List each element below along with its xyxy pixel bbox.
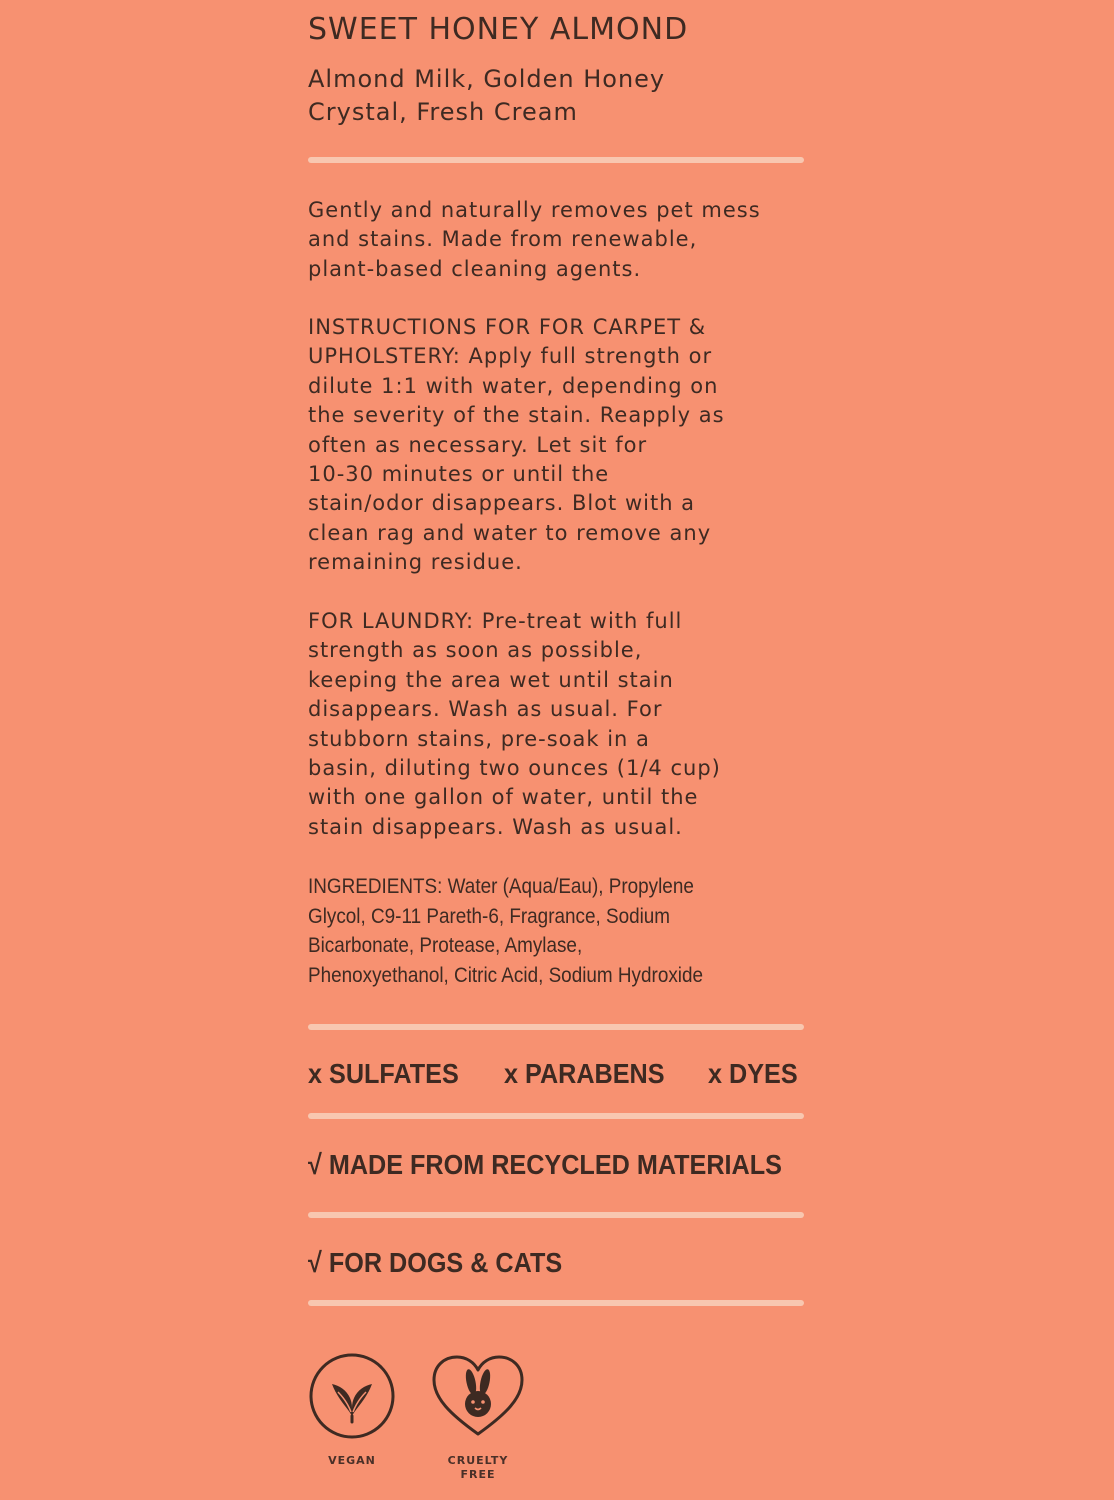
laundry-line: disappears. Wash as usual. For: [308, 697, 663, 722]
laundry-line: stubborn stains, pre-soak in a: [308, 726, 650, 751]
laundry-line: basin, diluting two ounces (1/4 cup): [308, 756, 721, 781]
laundry-line: keeping the area wet until stain: [308, 667, 674, 692]
scent-notes-line: Crystal, Fresh Cream: [308, 98, 578, 126]
recycled-claim-row: [308, 1147, 804, 1183]
laundry-heading: FOR LAUNDRY:: [308, 609, 475, 633]
free-from-sulfates: x SULFATES: [308, 1058, 459, 1089]
product-title: SWEET HONEY ALMOND: [308, 12, 689, 47]
divider: [308, 1300, 804, 1306]
description-line: and stains. Made from renewable,: [308, 227, 698, 252]
divider: [308, 1113, 804, 1119]
ingredients-text: Water (Aqua/Eau), Propylene: [442, 875, 694, 898]
laundry-instructions: [308, 607, 721, 842]
cruelty-free-label-line: CRUELTY: [447, 1454, 509, 1467]
ingredients-heading: INGREDIENTS:: [308, 875, 443, 898]
product-label: [308, 0, 808, 1500]
dogs-cats-claim: √ FOR DOGS & CATS: [308, 1247, 563, 1278]
divider: [308, 1212, 804, 1218]
leaf-icon: [308, 1352, 396, 1440]
laundry-text: Pre-treat with full: [474, 609, 683, 633]
carpet-heading-end: UPHOLSTERY:: [308, 344, 461, 369]
carpet-line: often as necessary. Let sit for: [308, 432, 648, 457]
ingredients-line: [308, 872, 703, 902]
carpet-text: Apply full strength or: [460, 344, 713, 369]
recycled-materials-claim: √ MADE FROM RECYCLED MATERIALS: [308, 1149, 782, 1180]
pets-claim-row: [308, 1245, 804, 1281]
description-line: plant-based cleaning agents.: [308, 256, 642, 281]
ingredients-line: Phenoxyethanol, Citric Acid, Sodium Hydroxide: [308, 963, 704, 987]
ingredients: [308, 872, 703, 990]
laundry-line: strength as soon as possible,: [308, 638, 643, 663]
laundry-line: stain disappears. Wash as usual.: [308, 814, 683, 839]
carpet-instructions: [308, 313, 725, 578]
free-from-parabens: x PARABENS: [504, 1058, 665, 1089]
carpet-line: remaining residue.: [308, 550, 523, 575]
carpet-heading: INSTRUCTIONS FOR FOR CARPET &: [308, 315, 707, 339]
scent-notes-line: Almond Milk, Golden Honey: [308, 65, 666, 93]
description: [308, 196, 761, 284]
ingredients-line: Bicarbonate, Protease, Amylase,: [308, 934, 583, 957]
scent-notes: [308, 63, 665, 129]
vegan-label-line: VEGAN: [328, 1454, 376, 1467]
description-line: Gently and naturally removes pet mess: [308, 198, 761, 222]
laundry-line: [308, 607, 721, 636]
carpet-line: [308, 342, 725, 371]
bunny-heart-icon: [430, 1352, 526, 1440]
cruelty-free-label: [430, 1454, 526, 1482]
carpet-line: 10-30 minutes or until the: [308, 462, 610, 487]
cruelty-free-label-line: FREE: [460, 1468, 496, 1481]
divider: [308, 1024, 804, 1030]
carpet-line: stain/odor disappears. Blot with a: [308, 491, 696, 516]
divider: [308, 157, 804, 163]
ingredients-line: Glycol, C9-11 Pareth-6, Fragrance, Sodium: [308, 904, 671, 928]
vegan-label: [308, 1454, 396, 1468]
vegan-badge: [308, 1352, 396, 1468]
free-from-row: [308, 1056, 804, 1092]
cruelty-free-badge: [430, 1352, 526, 1482]
carpet-line: the severity of the stain. Reapply as: [308, 403, 725, 428]
carpet-line: dilute 1:1 with water, depending on: [308, 373, 719, 398]
carpet-line: clean rag and water to remove any: [308, 520, 712, 545]
laundry-line: with one gallon of water, until the: [308, 785, 699, 810]
free-from-dyes: x DYES: [708, 1058, 798, 1089]
